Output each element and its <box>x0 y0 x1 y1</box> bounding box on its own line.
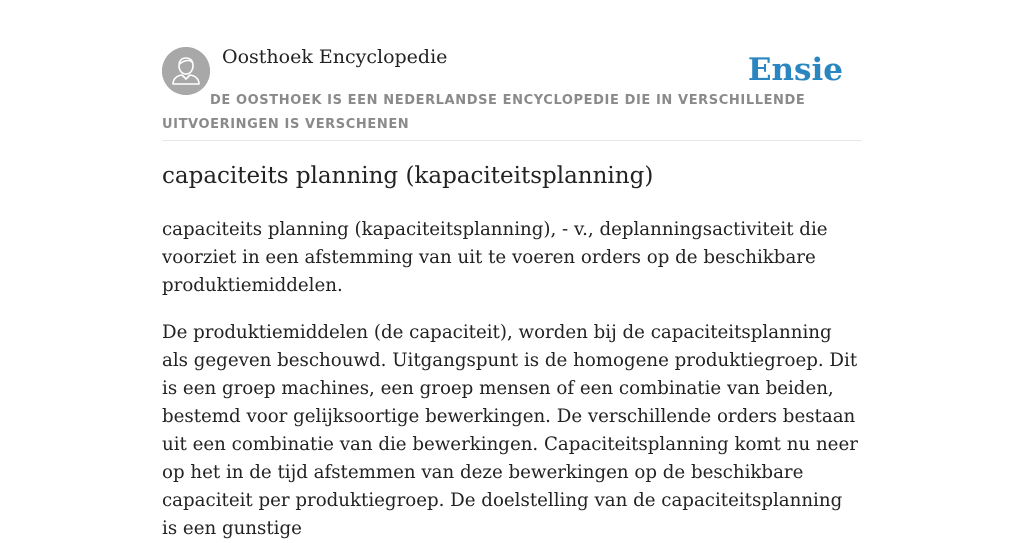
entry-paragraph: capaciteits planning (kapaciteitsplanning), - v., deplanningsactiviteit die voorziet in een afstemming van uit te voeren orders op de beschikbare produktiemiddelen. <box>162 219 828 296</box>
source-name[interactable]: Oosthoek Encyclopedie <box>222 46 448 68</box>
entry-paragraph: De produktiemiddelen (de capaciteit), worden bij de capaciteitsplanning als gegeven beschouwd. Uitgangspunt is de homogene produktiegroep. Dit is een groep machines, een groep mensen of een combinatie van beiden, bestemd voor gelijksoortige bewerkingen. De verschillende orders bestaan uit een combinatie van die bewerkingen. Capaciteitsplanning komt nu neer op het in de tijd afstemmen van deze bewerkingen op de beschikbare capaciteit per produktiegroep. De doelstelling van de capaciteitsplanning is een gunstige <box>162 322 858 539</box>
entry-title: capaciteits planning (kapaciteitsplanning) <box>162 163 654 189</box>
brand-logo[interactable]: Ensie <box>747 52 843 88</box>
source-description: DE OOSTHOEK IS EEN NEDERLANDSE ENCYCLOPEDIE DIE IN VERSCHILLENDE UITVOERINGEN IS VERSCHENEN <box>162 93 806 132</box>
user-icon[interactable] <box>162 47 210 95</box>
source-header <box>162 0 862 141</box>
page-container <box>162 0 862 539</box>
